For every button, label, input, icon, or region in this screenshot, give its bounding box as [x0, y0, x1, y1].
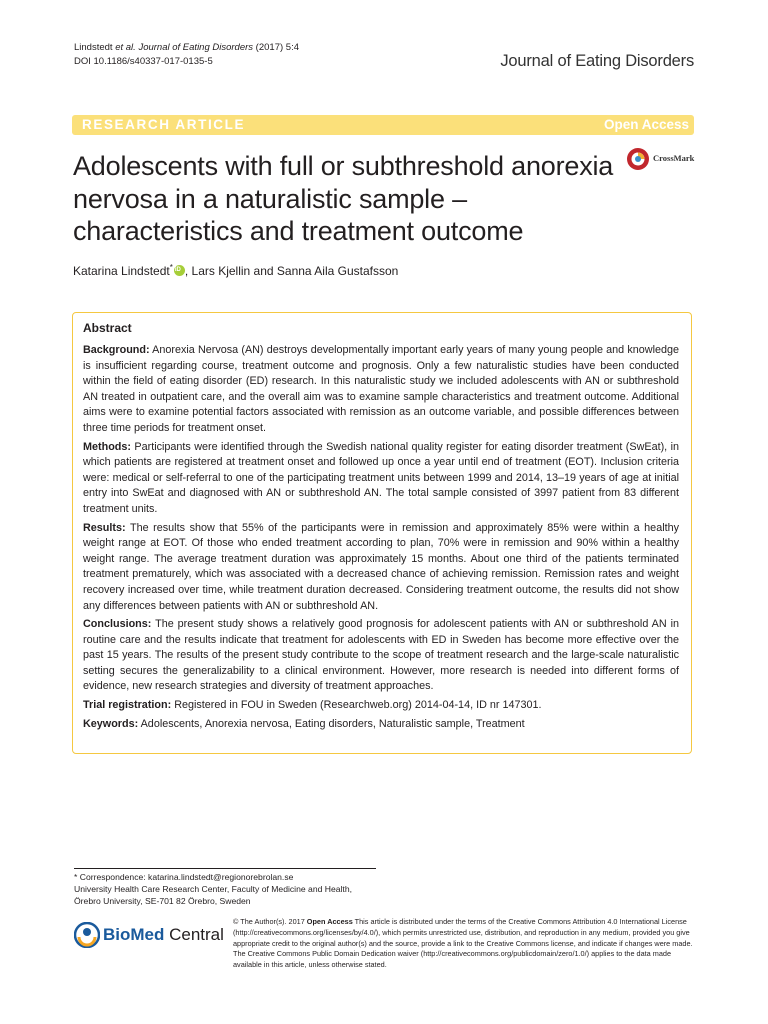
abstract-conclusions — [83, 617, 679, 695]
results-label: Results: — [83, 521, 126, 534]
license-prefix: © The Author(s). 2017 — [233, 917, 307, 926]
conclusions-label: Conclusions: — [83, 618, 152, 631]
citation-journal: Journal of Eating Disorders — [135, 42, 254, 53]
open-access-label: Open Access — [603, 117, 689, 132]
crossmark-icon — [626, 147, 650, 171]
keywords-label: Keywords: — [83, 717, 139, 730]
article-title: Adolescents with full or subthreshold anorexia nervosa in a naturalistic sample – characteristics and treatment outcome — [73, 151, 614, 246]
results-text: The results show that 55% of the participants were in remission and approximately 85% were within a healthy weight range at EOT. Of those who ended treatment according to plan, 70% were in remission and 90% within a healthy weight range. The average treatment duration was approximately 15 months. About one third of the patients terminated treatment prematurely, which was associated with a decreased chance of achieving remission. Remission rates and weight recovery increased over time, while treatment duration decreased. Considering treatment outcome, the results did not show any differences between patients with AN or subthreshold AN. — [83, 521, 679, 612]
abstract-background — [83, 343, 679, 437]
trial-text: Registered in FOU in Sweden (Researchweb.org) 2014-04-14, ID nr 147301. — [171, 699, 542, 712]
abstract-methods — [83, 440, 679, 518]
citation-etal: et al. — [115, 42, 136, 53]
biomed-central-logo[interactable] — [74, 918, 224, 952]
conclusions-text: The present study shows a relatively good prognosis for adolescent patients with AN or subthreshold AN in routine care and the results indicate that treatment for adolescents with ED in Sweden has become more effective over the past 15 years. The results of the present study contribute to the scope of treatment research and the large-scale naturalistic setting secures the generalizability to a clinical environment. However, more research is needed into different forms of evidence, new research strategies and diversity of treatment approaches. — [83, 618, 679, 693]
other-authors: , Lars Kjellin and Sanna Aila Gustafsson — [184, 264, 399, 278]
correspondence-email[interactable]: * Correspondence: katarina.lindstedt@regionorebrolan.se — [74, 872, 294, 882]
author-corresponding[interactable]: Katarina Lindstedt — [73, 264, 170, 278]
citation-header — [74, 41, 299, 69]
author-list — [73, 263, 398, 278]
corresponding-mark: * — [169, 263, 173, 272]
trial-label: Trial registration: — [83, 699, 172, 712]
journal-name: Journal of Eating Disorders — [500, 52, 694, 70]
abstract-content — [83, 321, 679, 735]
background-text: Anorexia Nervosa (AN) destroys developmentally important early years of many young people and knowledge is insufficient regarding course, treatment outcome and prognosis. Only a few naturalistic studies have been conducted within the field of eating disorder (ED) research. In this naturalistic study we included adolescents with AN or subthreshold AN treated in outpatient care, and the overall aim was to examine sample characteristics and treatment outcome. Additional aims were to examine potential factors associated with remission as an outcome variable, and possible differences between three time periods for treatment onset. — [83, 344, 679, 434]
article-type-label: RESEARCH ARTICLE — [82, 117, 246, 132]
article-type-banner — [72, 115, 694, 135]
license-text: This article is distributed under the terms of the Creative Commons Attribution 4.0 International License (http://creativecommons.org/licenses/by/4.0/), which permits unrestricted use, distribution, and reproduction in any medium, provided you give appropriate credit to the original author(s) and the source, provide a link to the Creative Commons license, and indicate if changes were made. The Creative Commons Public Domain Dedication waiver (http://creativecommons.org/publicdomain/zero/1.0/) applies to the data made available in this article, unless otherwise stated. — [233, 917, 693, 970]
biomed-word: BioMed — [103, 925, 165, 944]
citation-year-volume: (2017) 5:4 — [253, 42, 299, 53]
orcid-icon[interactable] — [174, 265, 185, 276]
biomed-central-wordmark — [103, 925, 224, 945]
footnote-divider — [74, 868, 376, 869]
affiliation-line-2: Örebro University, SE-701 82 Örebro, Sweden — [74, 896, 251, 907]
biomed-central-icon — [74, 922, 100, 948]
central-word: Central — [164, 925, 224, 944]
methods-label: Methods: — [83, 440, 131, 453]
crossmark-badge[interactable] — [624, 147, 696, 169]
footnote — [74, 871, 352, 908]
keywords-text: Adolescents, Anorexia nervosa, Eating disorders, Naturalistic sample, Treatment — [138, 717, 525, 730]
background-label: Background: — [83, 344, 150, 356]
crossmark-label: CrossMark — [653, 153, 695, 163]
citation-authors: Lindstedt — [74, 42, 116, 53]
abstract-heading: Abstract — [83, 321, 132, 335]
abstract-trial-registration — [83, 698, 679, 714]
abstract-results — [83, 521, 679, 615]
citation-line — [74, 41, 299, 55]
affiliation-line-1: University Health Care Research Center, Faculty of Medicine and Health, — [74, 884, 352, 895]
abstract-keywords — [83, 717, 679, 733]
doi: DOI 10.1186/s40337-017-0135-5 — [74, 56, 213, 67]
license-notice — [233, 917, 693, 971]
methods-text: Participants were identified through the Swedish national quality register for eating disorder treatment (SwEat), in which patients are registered at treatment onset and followed up once a year until end of treatment (EOT). Inclusion criteria were: medical or self-referral to one of the participating treatment units between 1999 and 2014, 13–19 years of age at initial entry into SwEat and diagnosed with AN or subthreshold AN. The total sample consisted of 3997 patient from 83 different treatment units. — [83, 440, 679, 515]
license-open-access: Open Access — [306, 917, 353, 926]
abstract-box — [72, 312, 692, 754]
